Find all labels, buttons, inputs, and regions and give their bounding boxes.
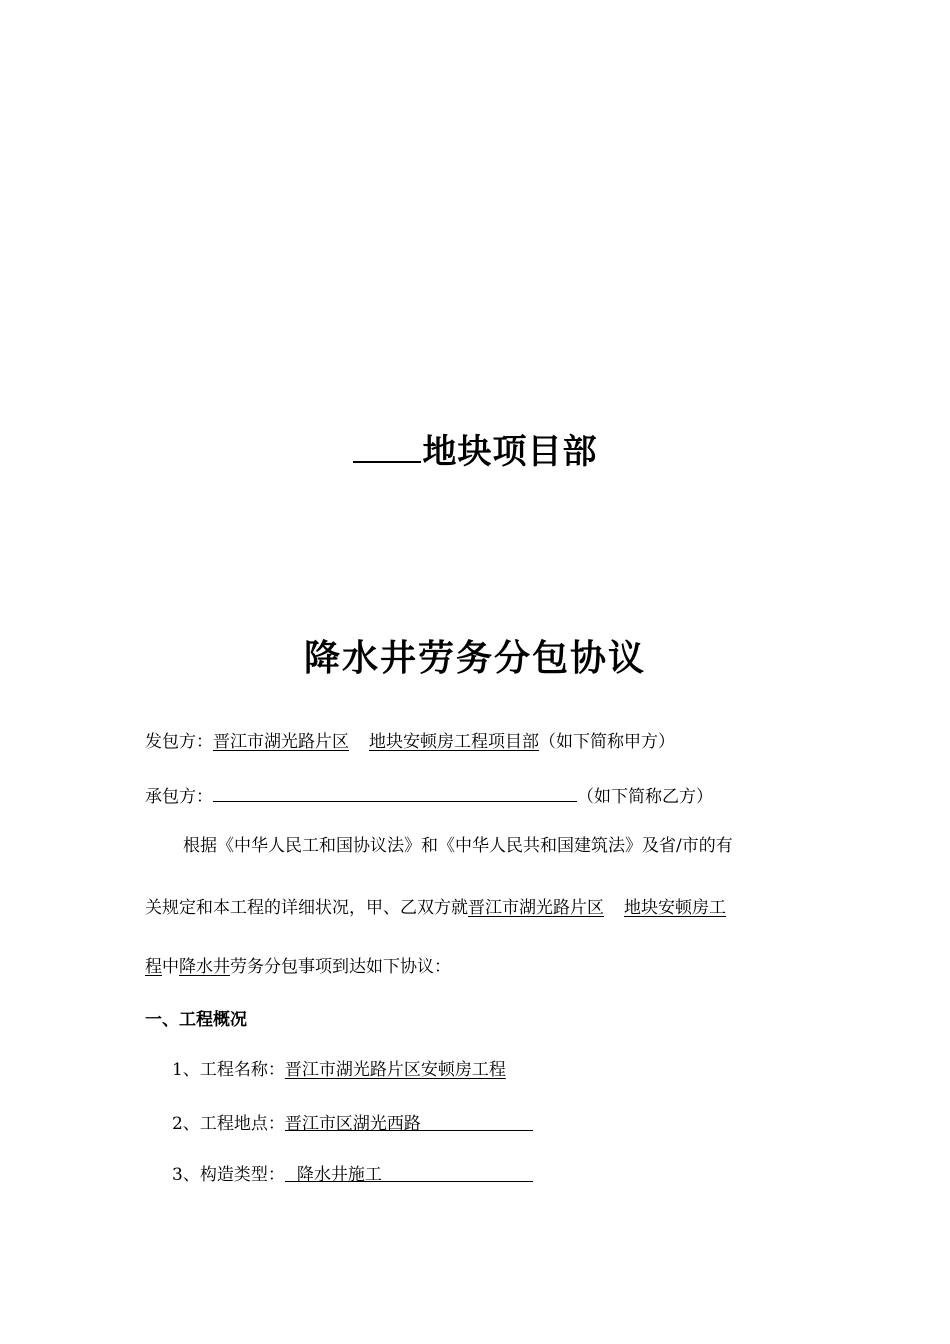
preamble-line-3 xyxy=(145,955,451,979)
preamble-line-2 xyxy=(145,896,726,920)
party-a-name xyxy=(213,732,539,752)
party-a-name-part2: 地块安顿房工程项目部 xyxy=(369,732,539,752)
preamble-line-3-suffix: 劳务分包事项到达如下协议： xyxy=(230,957,451,977)
party-b-line xyxy=(145,783,713,809)
preamble-subcontract-item: 降水井 xyxy=(179,957,230,977)
party-b-note: （如下简称乙方） xyxy=(577,787,713,807)
project-name-label: 1、工程名称： xyxy=(172,1060,285,1080)
structure-type-value: 降水井施工 xyxy=(296,1165,382,1185)
project-name-row xyxy=(172,1058,506,1082)
preamble-line-2-prefix: 关规定和本工程的详细状况，甲、乙双方就 xyxy=(145,898,468,918)
project-location-label: 2、工程地点： xyxy=(172,1114,285,1134)
department-heading xyxy=(0,424,950,473)
party-a-line xyxy=(145,730,675,754)
section-1-heading: 一、工程概况 xyxy=(145,1010,247,1030)
department-suffix: 地块项目部 xyxy=(422,432,598,472)
preamble-project-part1: 晋江市湖光路片区 xyxy=(468,898,604,918)
department-blank xyxy=(353,431,421,463)
project-name-value: 晋江市湖光路片区安顿房工程 xyxy=(284,1060,506,1080)
party-b-name-blank xyxy=(213,783,577,802)
preamble-line-1: 根据《中华人民工和国协议法》和《中华人民共和国建筑法》及省/市的有 xyxy=(183,836,733,856)
project-location-field xyxy=(284,1112,533,1134)
party-b-label: 承包方： xyxy=(145,787,213,807)
party-a-label: 发包方： xyxy=(145,732,213,752)
structure-type-field xyxy=(285,1163,533,1185)
project-location-row xyxy=(172,1112,533,1136)
preamble-project-end: 程 xyxy=(145,957,162,977)
preamble-line-3-mid: 中 xyxy=(162,957,179,977)
party-a-note: （如下简称甲方） xyxy=(539,732,675,752)
party-a-name-part1: 晋江市湖光路片区 xyxy=(213,732,349,752)
structure-type-row xyxy=(172,1163,533,1187)
project-location-value: 晋江市区湖光西路 xyxy=(284,1114,421,1134)
preamble-project-part2: 地块安顿房工 xyxy=(624,898,726,918)
preamble-project-name xyxy=(468,898,726,918)
document-title: 降水井劳务分包协议 xyxy=(303,638,646,679)
structure-type-label: 3、构造类型： xyxy=(172,1165,285,1185)
